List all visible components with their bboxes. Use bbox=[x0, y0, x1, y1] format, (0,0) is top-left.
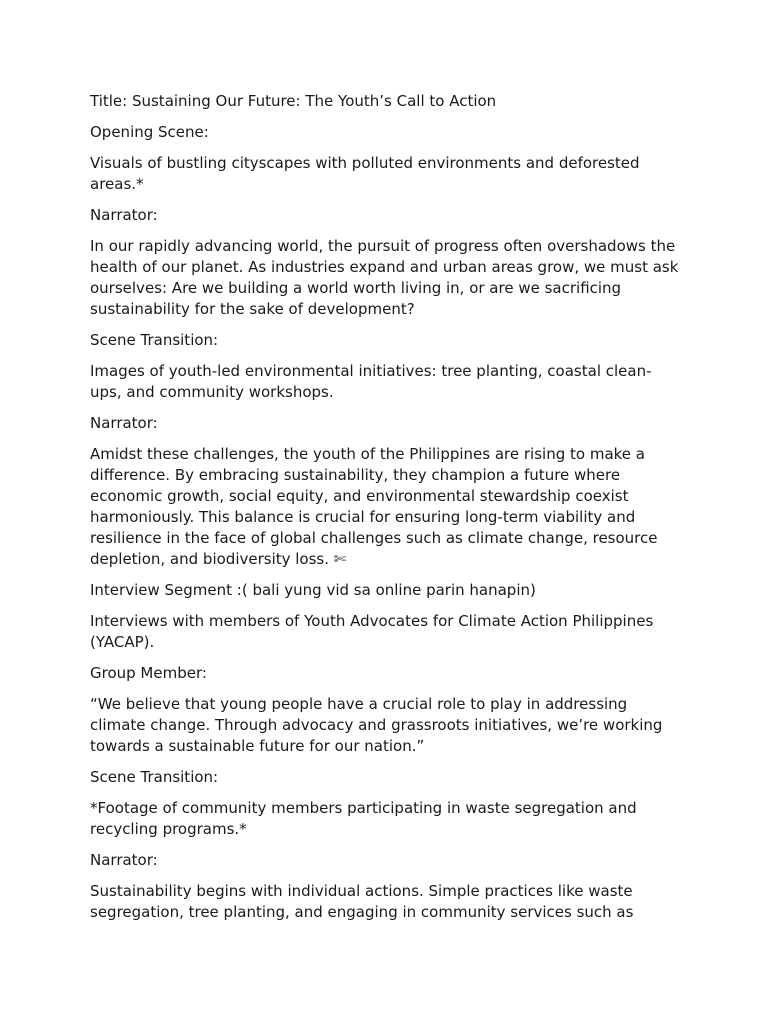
document-body bbox=[90, 91, 680, 933]
scene-heading-transition: Scene Transition: bbox=[90, 331, 219, 349]
scene-description: Interviews with members of Youth Advocates for Climate Action Philippines (YACAP). bbox=[90, 612, 654, 651]
scene-heading-interview: Interview Segment :( bali yung vid sa online parin hanapin) bbox=[90, 581, 536, 599]
speaker-label-narrator: Narrator: bbox=[90, 851, 158, 869]
scissors-icon: ✄ bbox=[333, 550, 347, 568]
document-title: Title: Sustaining Our Future: The Youth’s Call to Action bbox=[90, 92, 497, 110]
narration-paragraph bbox=[90, 444, 680, 570]
scene-description: Visuals of bustling cityscapes with polluted environments and deforested areas.* bbox=[90, 154, 640, 193]
speaker-label-narrator: Narrator: bbox=[90, 414, 158, 432]
narration-paragraph: Sustainability begins with individual actions. Simple practices like waste segregation, tree planting, and engaging in community services such as bbox=[90, 882, 634, 921]
scene-description: *Footage of community members participating in waste segregation and recycling programs.* bbox=[90, 799, 637, 838]
scene-heading-transition: Scene Transition: bbox=[90, 768, 219, 786]
speaker-label-group-member: Group Member: bbox=[90, 664, 207, 682]
narration-paragraph: In our rapidly advancing world, the pursuit of progress often overshadows the health of our planet. As industries expand and urban areas grow, we must ask ourselves: Are we building a world worth living in, or are we sacrificing sustainability for the sake of development? bbox=[90, 237, 679, 318]
narration-text: Amidst these challenges, the youth of the Philippines are rising to make a difference. By embracing sustainability, they champion a future where economic growth, social equity, and environmental stewardship coexist harmoniously. This balance is crucial for ensuring long-term viability and resilience in the face of global challenges such as climate change, resource depletion, and biodiversity loss. bbox=[90, 445, 658, 568]
scene-heading-opening: Opening Scene: bbox=[90, 123, 209, 141]
speaker-label-narrator: Narrator: bbox=[90, 206, 158, 224]
scene-description: Images of youth-led environmental initiatives: tree planting, coastal clean-ups, and community workshops. bbox=[90, 362, 652, 401]
quote-paragraph: “We believe that young people have a crucial role to play in addressing climate change. Through advocacy and grassroots initiatives, we’re working towards a sustainable future for our nation.” bbox=[90, 695, 663, 755]
